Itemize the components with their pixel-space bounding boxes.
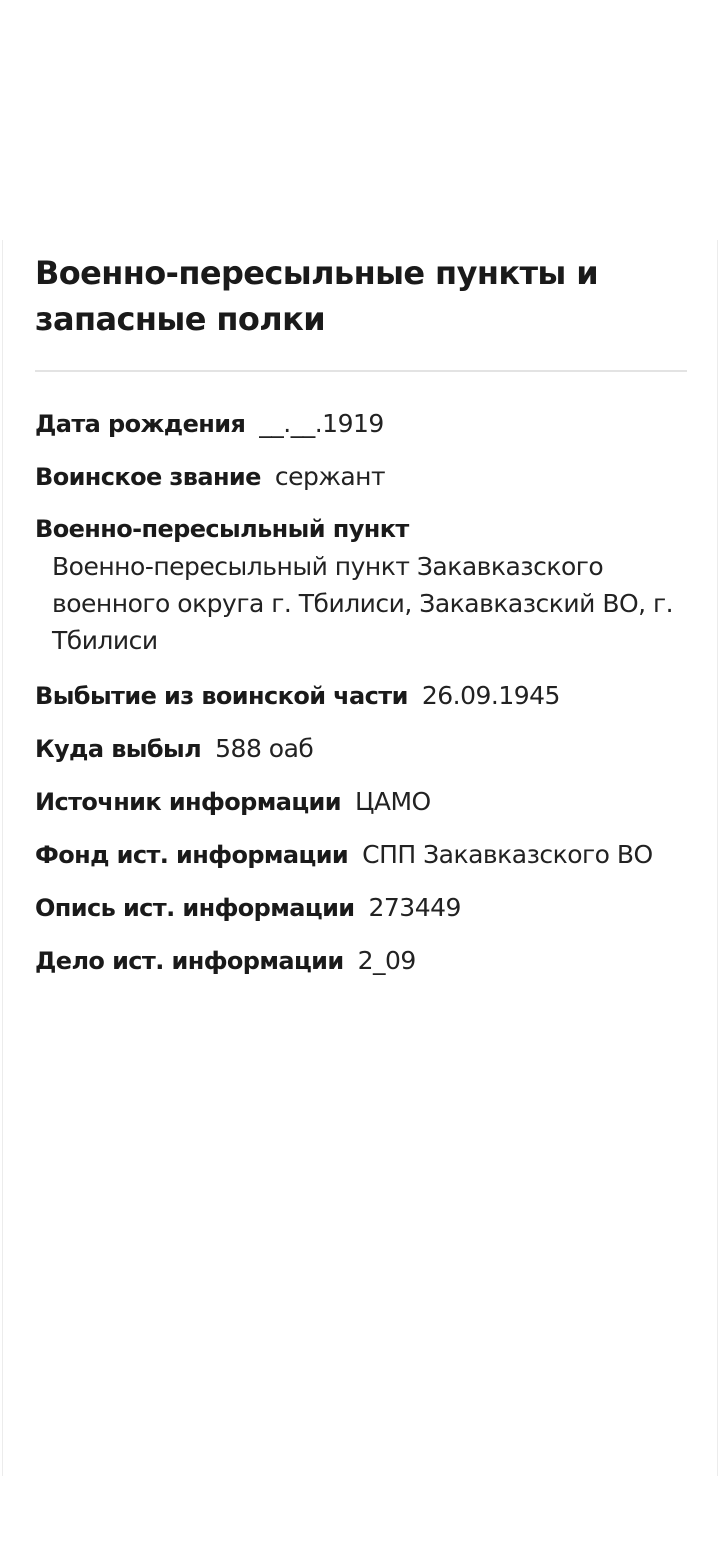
field-info-fond (35, 835, 687, 888)
field-info-file (35, 941, 687, 994)
field-info-source (35, 782, 687, 835)
field-birth-date (35, 404, 687, 457)
field-label: Источник информации (35, 788, 341, 816)
field-destination (35, 729, 687, 782)
field-value: 588 оаб (215, 734, 314, 763)
record-card (2, 240, 718, 1476)
field-value: ЦАМО (354, 787, 431, 816)
field-label: Фонд ист. информации (35, 841, 349, 869)
field-value: Военно-пересыльный пункт Закавказского военного округа г. Тбилиси, Закавказский ВО, г. Тбилиси (52, 552, 674, 655)
field-label: Дата рождения (35, 410, 246, 438)
field-label: Выбытие из воинской части (35, 682, 408, 710)
field-value: 2_09 (357, 946, 416, 975)
field-label: Военно-пересыльный пункт (35, 515, 409, 543)
title-divider (35, 370, 687, 372)
field-value: __.__.1919 (259, 409, 384, 438)
field-value: 273449 (368, 893, 461, 922)
field-info-inventory (35, 888, 687, 941)
field-value: СПП Закавказского ВО (362, 840, 653, 869)
field-transit-point (35, 510, 687, 659)
field-value: сержант (274, 462, 386, 491)
field-label: Куда выбыл (35, 735, 202, 763)
record-fields (35, 404, 687, 994)
card-title: Военно-пересыльные пункты и запасные полки (35, 254, 599, 338)
field-departure-date (35, 676, 687, 729)
field-label: Воинское звание (35, 463, 261, 491)
field-value: 26.09.1945 (421, 681, 560, 710)
field-label: Опись ист. информации (35, 894, 355, 922)
field-label: Дело ист. информации (35, 947, 344, 975)
field-military-rank (35, 457, 687, 510)
